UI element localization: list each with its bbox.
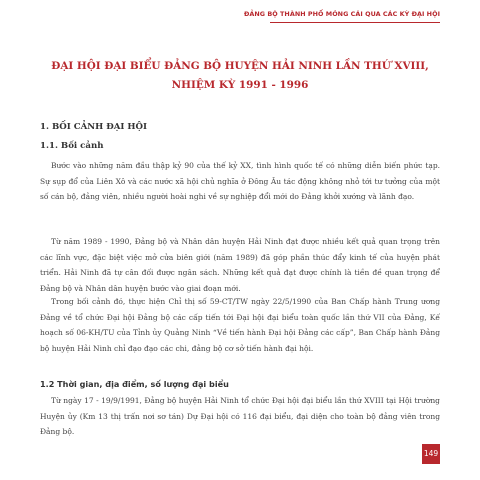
paragraph: Bước vào những năm đầu thập kỷ 90 của thế kỷ XX, tình hình quốc tế có những diễn biến phức tạp. Sự sụp đổ của Liên Xô và các nước xã hội chủ nghĩa ở Đông Âu tác động không nhỏ tới tư tưởng của một số cán bộ, đảng viên, nhiều người hoài nghi về sự nghiệp đổi mới do Đảng khởi xướng và lãnh đạo. [40, 161, 440, 201]
title-line-2: NHIỆM KỲ 1991 - 1996 [171, 79, 309, 91]
subsection-heading-context: 1.1. Bối cảnh [40, 141, 104, 151]
title-line-1: ĐẠI HỘI ĐẠI BIỂU ĐẢNG BỘ HUYỆN HẢI NINH LẦN THỨ XVIII, [51, 60, 429, 72]
paragraph: Từ năm 1989 - 1990, Đảng bộ và Nhân dân huyện Hải Ninh đạt được nhiều kết quả quan trọng trên các lĩnh vực, đặc biệt việc mở cửa biên giới (năm 1989) đã góp phần thúc đẩy kinh tế của huyện phát triển. Hải Ninh đã tự cân đối được ngân sách. Những kết quả đạt được chính là tiền đề quan trọng để Đảng bộ và Nhân dân huyện bước vào giai đoạn mới. [40, 237, 440, 293]
section-heading: 1. BỐI CẢNH ĐẠI HỘI [40, 122, 148, 132]
page-number-badge: 149 [422, 444, 440, 464]
running-header: ĐẢNG BỘ THÀNH PHỐ MÓNG CÁI QUA CÁC KỲ ĐẠI HỘI [243, 10, 440, 18]
header-rule [270, 22, 440, 23]
subsection-heading-time-place: 1.2 Thời gian, địa điểm, số lượng đại biểu [40, 379, 229, 389]
paragraph: Trong bối cảnh đó, thực hiện Chỉ thị số 59-CT/TW ngày 22/5/1990 của Ban Chấp hành Trung ương Đảng về tổ chức Đại hội Đảng bộ các cấp tiến tới Đại hội đại biểu toàn quốc lần thứ VII của Đảng, Kế hoạch số 06-KH/TU của Tỉnh ủy Quảng Ninh “Về tiến hành Đại hội Đảng các cấp”, Ban Chấp hành Đảng bộ huyện Hải Ninh chỉ đạo đạo các chi, đảng bộ cơ sở tiến hành đại hội. [40, 297, 440, 353]
article-title [40, 57, 440, 95]
paragraph: Từ ngày 17 - 19/9/1991, Đảng bộ huyện Hải Ninh tổ chức Đại hội đại biểu lần thứ XVIII tại Hội trường Huyện ủy (Km 13 thị trấn nơi sơ tán) Dự Đại hội có 116 đại biểu, đại diện cho toàn bộ đảng viên trong Đảng bộ. [40, 396, 440, 436]
